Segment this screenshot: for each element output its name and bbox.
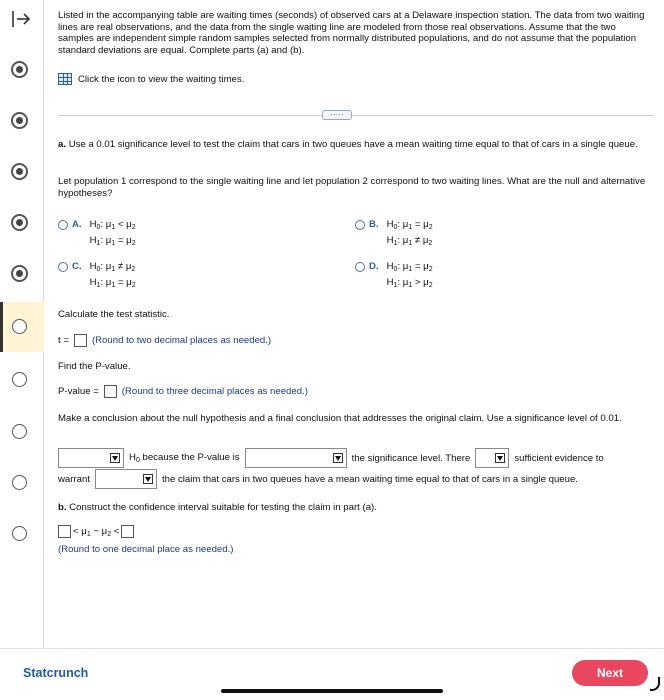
step-8-icon[interactable] [12, 424, 27, 439]
reject-dropdown[interactable] [58, 448, 124, 468]
step-10-icon[interactable] [12, 526, 27, 541]
scribble-mark [650, 677, 660, 691]
comparison-dropdown[interactable] [245, 448, 347, 468]
p-value-input[interactable] [104, 385, 117, 398]
t-statistic-row [58, 334, 271, 347]
option-b-h1-relation: ≠ [414, 234, 421, 246]
ci-hint: (Round to one decimal place as needed.) [58, 544, 234, 555]
step-4-complete-icon[interactable] [11, 214, 28, 231]
option-b-radio[interactable] [355, 220, 365, 230]
p-value-row [58, 385, 308, 398]
part-b-prompt [58, 502, 377, 514]
step-6-current-icon[interactable] [12, 319, 27, 334]
next-button[interactable]: Next [572, 660, 648, 686]
data-table-link-text[interactable]: Click the icon to view the waiting times. [78, 73, 245, 85]
step-9-icon[interactable] [12, 475, 27, 490]
option-a[interactable] [58, 219, 136, 250]
significance-text: the significance level. There [351, 452, 471, 464]
option-b[interactable] [355, 219, 433, 250]
dropdown-caret-icon [110, 453, 120, 463]
population-text: Let population 1 correspond to the single waiting line and let population 2 correspond to two waiting lines. What are the null and alternative hypotheses? [58, 176, 646, 199]
ci-upper-input[interactable] [121, 525, 134, 538]
confidence-interval-row [58, 525, 134, 538]
part-a-label: a. [58, 139, 67, 150]
option-d-letter: D. [369, 261, 379, 272]
option-c-hypotheses: $H_0$: $\mu_1 \ne \mu_2$ $H_1$: $\mu_1 = \mu_2$ [89, 261, 136, 289]
claim-text: the claim that cars in two queues have a mean waiting time equal to that of cars in a single queue. [162, 473, 578, 485]
is-isnot-dropdown[interactable] [475, 448, 509, 468]
section-divider [58, 115, 654, 116]
support-reject-dropdown[interactable] [95, 469, 157, 489]
data-table-link[interactable] [58, 73, 244, 85]
t-label: t = [58, 335, 69, 346]
option-d-h1-relation: > [414, 276, 421, 288]
t-hint: (Round to two decimal places as needed.) [91, 335, 272, 346]
option-d-radio[interactable] [355, 262, 365, 272]
table-grid-icon[interactable] [58, 73, 72, 85]
footer-bar [0, 648, 664, 700]
option-c-letter: C. [72, 261, 82, 272]
p-value-label: P-value = [58, 386, 99, 397]
conclusion-line-1 [58, 448, 604, 468]
h0-because-text: $H_0$ because the P-value is [129, 452, 240, 464]
expand-arrow-icon[interactable] [10, 8, 32, 30]
home-indicator [221, 689, 443, 693]
option-a-h1-relation: = [117, 234, 124, 246]
conclusion-line-2 [58, 469, 578, 489]
dropdown-caret-icon [495, 453, 505, 463]
option-c-h0-relation: ≠ [117, 261, 124, 272]
dropdown-caret-icon [333, 453, 343, 463]
option-d-h0-relation: = [414, 261, 421, 272]
option-a-letter: A. [72, 219, 82, 230]
option-a-radio[interactable] [58, 220, 68, 230]
sufficient-text: sufficient evidence to [514, 452, 604, 464]
find-p-prompt: Find the P-value. [58, 361, 131, 372]
step-7-icon[interactable] [12, 372, 27, 387]
option-c-h1-relation: = [117, 276, 124, 288]
intro-text: Listed in the accompanying table are waiting times (seconds) of observed cars at a Delaware inspection station. The data from two waiting lines are real observations, and the data from the single waiting line are modeled from those real observations. Assume that the two samples are independent simple random samples selected from normally distributed populations, and do not assume that the population standard deviations are equal. Complete parts (a) and (b). [58, 10, 645, 56]
expand-ellipsis-button[interactable]: ····· [322, 110, 352, 120]
option-b-h0-relation: = [414, 219, 421, 230]
t-statistic-input[interactable] [74, 334, 87, 347]
step-1-complete-icon[interactable] [11, 61, 28, 78]
option-c-radio[interactable] [58, 262, 68, 272]
step-2-complete-icon[interactable] [11, 112, 28, 129]
option-b-letter: B. [369, 219, 379, 230]
option-b-hypotheses: $H_0$: $\mu_1 = \mu_2$ $H_1$: $\mu_1 \ne \mu_2$ [386, 219, 433, 247]
step-5-complete-icon[interactable] [11, 265, 28, 282]
ci-lower-input[interactable] [58, 525, 71, 538]
p-value-hint: (Round to three decimal places as needed.) [121, 386, 308, 397]
ci-expression: < $\mu_1 - \mu_2$ < [73, 525, 120, 538]
statcrunch-link[interactable]: Statcrunch [23, 666, 89, 680]
option-c[interactable] [58, 261, 136, 292]
step-3-complete-icon[interactable] [11, 163, 28, 180]
progress-rail [0, 0, 44, 648]
option-d[interactable] [355, 261, 433, 292]
option-a-hypotheses: $H_0$: $\mu_1 < \mu_2$ $H_1$: $\mu_1 = \mu_2$ [89, 219, 136, 247]
option-a-h0-relation: < [117, 219, 124, 230]
option-d-hypotheses: $H_0$: $\mu_1 = \mu_2$ $H_1$: $\mu_1 > \mu_2$ [386, 261, 433, 289]
warrant-text: warrant [58, 473, 90, 485]
part-a-prompt [58, 139, 652, 151]
part-b-label: b. [58, 502, 67, 513]
dropdown-caret-icon [143, 474, 153, 484]
part-a-text: Use a 0.01 significance level to test the claim that cars in two queues have a mean waiting time equal to that of cars in a single queue. [68, 139, 638, 150]
calc-test-prompt: Calculate the test statistic. [58, 309, 170, 320]
part-b-text: Construct the confidence interval suitable for testing the claim in part (a). [69, 502, 377, 513]
conclusion-prompt: Make a conclusion about the null hypothesis and a final conclusion that addresses the original claim. Use a significance level of 0.01. [58, 413, 622, 424]
